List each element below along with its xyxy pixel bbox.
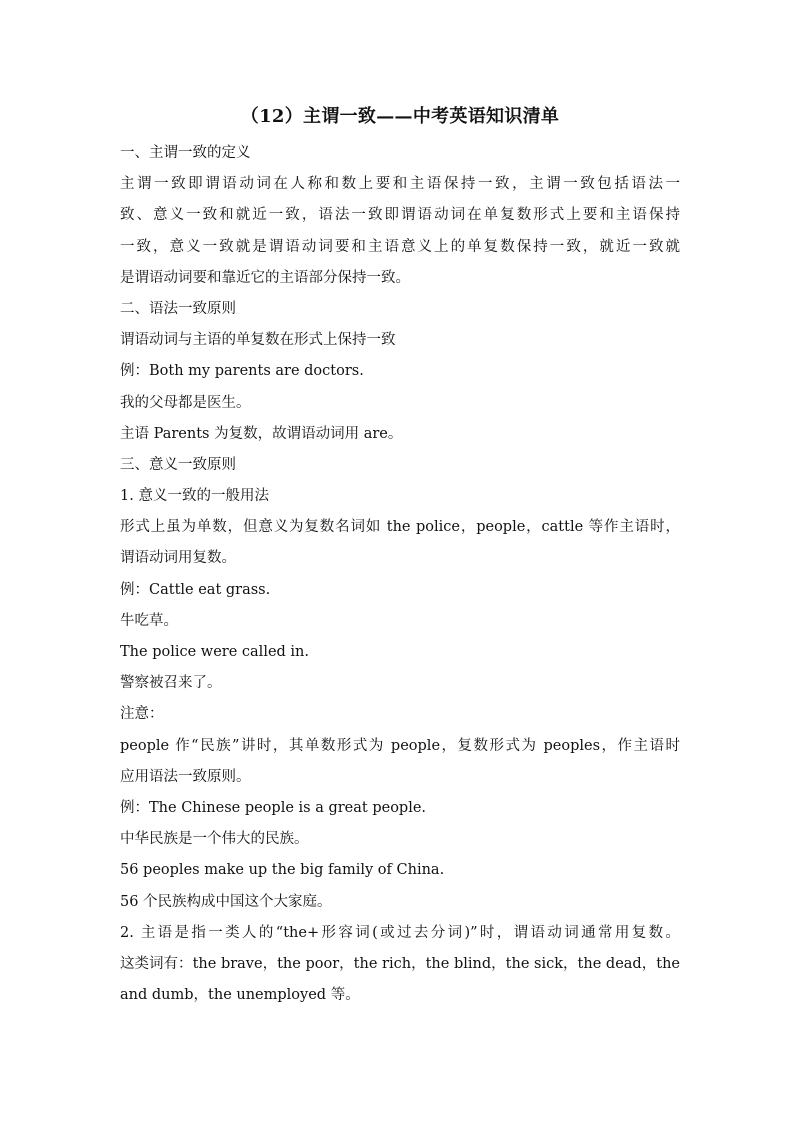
document-title: （12）主谓一致——中考英语知识清单 [240, 106, 560, 127]
text-line: 谓语动词与主语的单复数在形式上保持一致 [120, 332, 396, 349]
text-line: 例：The Chinese people is a great people. [120, 799, 427, 816]
text-line: 注意： [120, 706, 164, 723]
text-line: 例：Both my parents are doctors. [120, 363, 364, 380]
text-line: 56 个民族构成中国这个大家庭。 [120, 893, 332, 910]
text-line: and dumb，the unemployed 等。 [120, 987, 360, 1004]
text-line: 主谓一致即谓语动词在人称和数上要和主语保持一致，主谓一致包括语法一 [120, 176, 680, 193]
text-line: 应用语法一致原则。 [120, 768, 251, 785]
text-line: 我的父母都是医生。 [120, 394, 251, 411]
text-line: 形式上虽为单数，但意义为复数名词如 the police，people，cattle 等作主语时， [120, 519, 680, 536]
document-page [120, 102, 680, 1011]
text-line: 中华民族是一个伟大的民族。 [120, 831, 309, 848]
text-line: 牛吃草。 [120, 612, 178, 629]
text-line: 一、主谓一致的定义 [120, 145, 251, 161]
text-line: 谓语动词用复数。 [120, 550, 236, 567]
text-line: 1. 意义一致的一般用法 [120, 488, 269, 505]
text-line: 二、语法一致原则 [120, 300, 236, 317]
text-line: people 作“民族”讲时，其单数形式为 people，复数形式为 peoples，作主语时 [120, 737, 680, 754]
document-body [120, 138, 680, 1011]
text-line: 三、意义一致原则 [120, 456, 236, 473]
text-line: 例：Cattle eat grass. [120, 581, 271, 598]
text-line: 致、意义一致和就近一致，语法一致即谓语动词在单复数形式上要和主语保持 [120, 207, 680, 224]
text-line: 一致，意义一致就是谓语动词要和主语意义上的单复数保持一致，就近一致就 [120, 238, 680, 255]
text-line: 主语 Parents 为复数，故谓语动词用 are。 [120, 425, 403, 442]
text-line: 警察被召来了。 [120, 675, 222, 692]
text-line: The police were called in. [120, 644, 310, 660]
text-line: 是谓语动词要和靠近它的主语部分保持一致。 [120, 269, 410, 286]
text-line: 2. 主语是指一类人的“the+形容词(或过去分词)”时，谓语动词通常用复数。 [120, 924, 680, 941]
text-line: 56 peoples make up the big family of China. [120, 862, 445, 879]
text-line: 这类词有：the brave，the poor，the rich，the blind，the sick，the dead，the [120, 955, 680, 972]
